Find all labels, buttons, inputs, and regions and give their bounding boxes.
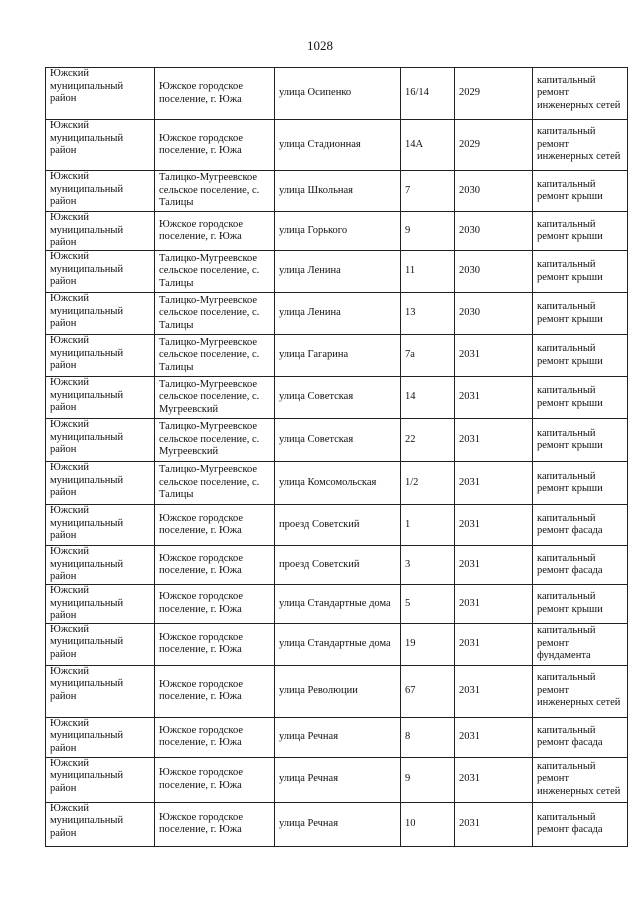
cell-work-type: капитальный ремонт инженерных сетей (533, 757, 628, 802)
table-row (46, 757, 628, 802)
table-row (46, 120, 628, 171)
cell-street: проезд Советский (275, 505, 401, 546)
cell-year: 2031 (455, 585, 533, 624)
cell-settlement: Южское городское поселение, г. Южа (155, 505, 275, 546)
cell-district: Южский муниципальный район (46, 757, 155, 802)
cell-work-type: капитальный ремонт фасада (533, 802, 628, 846)
cell-work-type: капитальный ремонт фасада (533, 546, 628, 585)
cell-house-number: 3 (401, 546, 455, 585)
cell-street: улица Речная (275, 802, 401, 846)
cell-year: 2029 (455, 120, 533, 171)
cell-street: проезд Советский (275, 546, 401, 585)
cell-settlement: Южское городское поселение, г. Южа (155, 665, 275, 717)
cell-work-type: капитальный ремонт крыши (533, 293, 628, 335)
cell-year: 2031 (455, 717, 533, 757)
cell-year: 2031 (455, 546, 533, 585)
table-row (46, 505, 628, 546)
cell-work-type: капитальный ремонт инженерных сетей (533, 665, 628, 717)
cell-settlement: Талицко-Мугреевское сельское поселение, с. Талицы (155, 335, 275, 377)
cell-street: улица Стадионная (275, 120, 401, 171)
cell-district: Южский муниципальный район (46, 212, 155, 251)
cell-year: 2031 (455, 335, 533, 377)
cell-work-type: капитальный ремонт крыши (533, 462, 628, 505)
cell-house-number: 19 (401, 623, 455, 665)
cell-year: 2030 (455, 171, 533, 212)
cell-settlement: Южское городское поселение, г. Южа (155, 717, 275, 757)
cell-district: Южский муниципальный район (46, 293, 155, 335)
cell-district: Южский муниципальный район (46, 717, 155, 757)
cell-house-number: 16/14 (401, 68, 455, 120)
cell-street: улица Гагарина (275, 335, 401, 377)
table-row (46, 68, 628, 120)
cell-district: Южский муниципальный район (46, 546, 155, 585)
cell-house-number: 1/2 (401, 462, 455, 505)
cell-district: Южский муниципальный район (46, 335, 155, 377)
repair-schedule-table (45, 67, 628, 847)
cell-district: Южский муниципальный район (46, 120, 155, 171)
page-number: 1028 (307, 38, 333, 53)
cell-work-type: капитальный ремонт крыши (533, 419, 628, 462)
cell-settlement: Южское городское поселение, г. Южа (155, 585, 275, 624)
cell-settlement: Южское городское поселение, г. Южа (155, 802, 275, 846)
cell-house-number: 7 (401, 171, 455, 212)
cell-street: улица Ленина (275, 251, 401, 293)
cell-house-number: 22 (401, 419, 455, 462)
cell-street: улица Горького (275, 212, 401, 251)
cell-settlement: Талицко-Мугреевское сельское поселение, с. Талицы (155, 462, 275, 505)
table-row (46, 462, 628, 505)
cell-settlement: Южское городское поселение, г. Южа (155, 623, 275, 665)
cell-district: Южский муниципальный район (46, 665, 155, 717)
table-row (46, 293, 628, 335)
cell-street: улица Стандартные дома (275, 585, 401, 624)
cell-work-type: капитальный ремонт фасада (533, 717, 628, 757)
cell-street: улица Стандартные дома (275, 623, 401, 665)
table-row (46, 623, 628, 665)
cell-year: 2031 (455, 757, 533, 802)
table-row (46, 419, 628, 462)
cell-year: 2029 (455, 68, 533, 120)
cell-district: Южский муниципальный район (46, 462, 155, 505)
cell-work-type: капитальный ремонт крыши (533, 585, 628, 624)
table-row (46, 665, 628, 717)
cell-work-type: капитальный ремонт крыши (533, 377, 628, 419)
cell-district: Южский муниципальный район (46, 377, 155, 419)
cell-house-number: 13 (401, 293, 455, 335)
table-row (46, 251, 628, 293)
cell-year: 2031 (455, 505, 533, 546)
cell-district: Южский муниципальный район (46, 505, 155, 546)
cell-house-number: 10 (401, 802, 455, 846)
cell-district: Южский муниципальный район (46, 171, 155, 212)
cell-district: Южский муниципальный район (46, 802, 155, 846)
cell-district: Южский муниципальный район (46, 68, 155, 120)
table-row (46, 585, 628, 624)
cell-year: 2031 (455, 462, 533, 505)
cell-work-type: капитальный ремонт фундамента (533, 623, 628, 665)
cell-district: Южский муниципальный район (46, 251, 155, 293)
cell-year: 2031 (455, 419, 533, 462)
cell-house-number: 7а (401, 335, 455, 377)
cell-street: улица Осипенко (275, 68, 401, 120)
cell-work-type: капитальный ремонт крыши (533, 171, 628, 212)
cell-year: 2031 (455, 623, 533, 665)
cell-house-number: 14 (401, 377, 455, 419)
cell-house-number: 11 (401, 251, 455, 293)
cell-work-type: капитальный ремонт инженерных сетей (533, 68, 628, 120)
cell-year: 2031 (455, 665, 533, 717)
cell-work-type: капитальный ремонт инженерных сетей (533, 120, 628, 171)
table-row (46, 377, 628, 419)
cell-house-number: 5 (401, 585, 455, 624)
cell-work-type: капитальный ремонт крыши (533, 212, 628, 251)
cell-house-number: 8 (401, 717, 455, 757)
table-row (46, 546, 628, 585)
cell-house-number: 1 (401, 505, 455, 546)
cell-work-type: капитальный ремонт крыши (533, 335, 628, 377)
cell-settlement: Талицко-Мугреевское сельское поселение, с. Талицы (155, 251, 275, 293)
cell-year: 2030 (455, 212, 533, 251)
cell-house-number: 14А (401, 120, 455, 171)
cell-district: Южский муниципальный район (46, 623, 155, 665)
cell-district: Южский муниципальный район (46, 419, 155, 462)
table-row (46, 335, 628, 377)
cell-year: 2031 (455, 802, 533, 846)
cell-settlement: Южское городское поселение, г. Южа (155, 757, 275, 802)
cell-settlement: Южское городское поселение, г. Южа (155, 212, 275, 251)
cell-settlement: Южское городское поселение, г. Южа (155, 68, 275, 120)
cell-year: 2031 (455, 377, 533, 419)
table-row (46, 171, 628, 212)
cell-work-type: капитальный ремонт крыши (533, 251, 628, 293)
cell-street: улица Речная (275, 757, 401, 802)
cell-year: 2030 (455, 251, 533, 293)
cell-settlement: Талицко-Мугреевское сельское поселение, с. Мугреевский (155, 377, 275, 419)
cell-street: улица Речная (275, 717, 401, 757)
cell-street: улица Школьная (275, 171, 401, 212)
cell-house-number: 9 (401, 212, 455, 251)
cell-settlement: Талицко-Мугреевское сельское поселение, с. Талицы (155, 171, 275, 212)
cell-work-type: капитальный ремонт фасада (533, 505, 628, 546)
cell-street: улица Советская (275, 377, 401, 419)
cell-house-number: 67 (401, 665, 455, 717)
cell-street: улица Революции (275, 665, 401, 717)
cell-house-number: 9 (401, 757, 455, 802)
cell-settlement: Талицко-Мугреевское сельское поселение, с. Талицы (155, 293, 275, 335)
cell-settlement: Талицко-Мугреевское сельское поселение, с. Мугреевский (155, 419, 275, 462)
cell-year: 2030 (455, 293, 533, 335)
table-row (46, 717, 628, 757)
cell-street: улица Ленина (275, 293, 401, 335)
table-row (46, 802, 628, 846)
cell-settlement: Южское городское поселение, г. Южа (155, 120, 275, 171)
cell-street: улица Советская (275, 419, 401, 462)
table-row (46, 212, 628, 251)
cell-street: улица Комсомольская (275, 462, 401, 505)
cell-settlement: Южское городское поселение, г. Южа (155, 546, 275, 585)
cell-district: Южский муниципальный район (46, 585, 155, 624)
